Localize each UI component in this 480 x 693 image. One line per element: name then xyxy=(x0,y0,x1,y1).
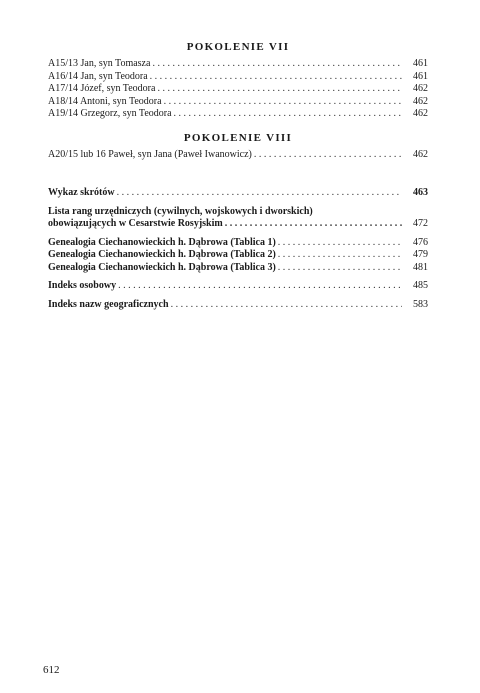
toc-entry[interactable] xyxy=(48,71,428,84)
dot-leader xyxy=(152,58,402,71)
toc-entry-title: A20/15 lub 16 Paweł, syn Jana (Paweł Iwanowicz) xyxy=(48,148,252,160)
toc-entry-page: 461 xyxy=(413,70,428,82)
toc-entry-page: 583 xyxy=(413,298,428,310)
toc-page xyxy=(48,0,428,693)
toc-entry-title: A17/14 Józef, syn Teodora xyxy=(48,83,156,94)
toc-entry-title: A16/14 Jan, syn Teodora xyxy=(48,70,148,82)
toc-entry[interactable] xyxy=(48,58,428,71)
toc-list-pokolenie-viii xyxy=(48,149,428,162)
toc-entry-indeks-geograficzny[interactable] xyxy=(48,299,428,312)
toc-entry-title: Wykaz skrótów xyxy=(48,187,115,198)
toc-entry-title: Genealogia Ciechanowieckich h. Dąbrowa (Tablica 1) xyxy=(48,236,276,248)
toc-entry-genealogia-3[interactable] xyxy=(48,262,428,275)
toc-entry-page: 479 xyxy=(413,249,428,260)
toc-entry-title: Indeks nazw geograficznych xyxy=(48,298,169,310)
toc-entry-line2 xyxy=(48,218,428,231)
toc-entry-title: A18/14 Antoni, syn Teodora xyxy=(48,95,162,107)
toc-entry[interactable] xyxy=(48,149,428,162)
toc-entry-page: 461 xyxy=(413,58,428,69)
toc-entry-page: 462 xyxy=(413,95,428,107)
toc-entry-title: A19/14 Grzegorz, syn Teodora xyxy=(48,108,172,119)
toc-entry-title: Indeks osobowy xyxy=(48,280,117,291)
page-number: 612 xyxy=(43,664,60,676)
toc-entry-genealogia-2[interactable] xyxy=(48,249,428,262)
dot-leader xyxy=(278,249,402,262)
toc-entry-page: 485 xyxy=(413,280,428,291)
toc-entry-indeks-osobowy[interactable] xyxy=(48,280,428,293)
toc-entry-page: 476 xyxy=(413,236,428,248)
toc-entry-title: A15/13 Jan, syn Tomasza xyxy=(48,58,151,69)
toc-entry[interactable] xyxy=(48,96,428,109)
dot-leader xyxy=(157,83,402,96)
toc-entry-page: 462 xyxy=(413,148,428,160)
toc-entry-page: 481 xyxy=(413,261,428,273)
toc-entry-genealogia-1[interactable] xyxy=(48,237,428,250)
dot-leader xyxy=(225,218,402,231)
toc-entry-lista-rang[interactable] xyxy=(48,206,428,231)
toc-entry-title-line1: Lista rang urzędniczych (cywilnych, wojskowych i dworskich) xyxy=(48,205,313,217)
dot-leader xyxy=(117,187,402,200)
toc-entry-title: Genealogia Ciechanowieckich h. Dąbrowa (Tablica 3) xyxy=(48,261,276,273)
toc-entry-page: 462 xyxy=(413,108,428,119)
toc-entry[interactable] xyxy=(48,108,428,121)
dot-leader xyxy=(278,237,402,250)
dot-leader xyxy=(174,108,402,121)
section-heading-pokolenie-vii: POKOLENIE VII xyxy=(186,41,290,53)
dot-leader xyxy=(118,280,402,293)
toc-entry[interactable] xyxy=(48,83,428,96)
dot-leader xyxy=(278,262,402,275)
toc-entry-title: Genealogia Ciechanowieckich h. Dąbrowa (Tablica 2) xyxy=(48,249,276,260)
section-heading-pokolenie-viii: POKOLENIE VIII xyxy=(183,131,293,144)
toc-entry-page: 472 xyxy=(413,218,428,229)
dot-leader xyxy=(254,149,402,162)
toc-list-pokolenie-vii xyxy=(48,58,428,121)
toc-entry-title-line2: obowiązujących w Cesarstwie Rosyjskim xyxy=(48,218,223,229)
toc-entry-page: 463 xyxy=(413,187,428,198)
toc-entry-wykaz-skrotow[interactable] xyxy=(48,187,428,200)
dot-leader xyxy=(150,71,402,84)
spacer xyxy=(48,161,428,187)
dot-leader xyxy=(164,96,402,109)
toc-entry-page: 462 xyxy=(413,83,428,94)
dot-leader xyxy=(171,299,402,312)
